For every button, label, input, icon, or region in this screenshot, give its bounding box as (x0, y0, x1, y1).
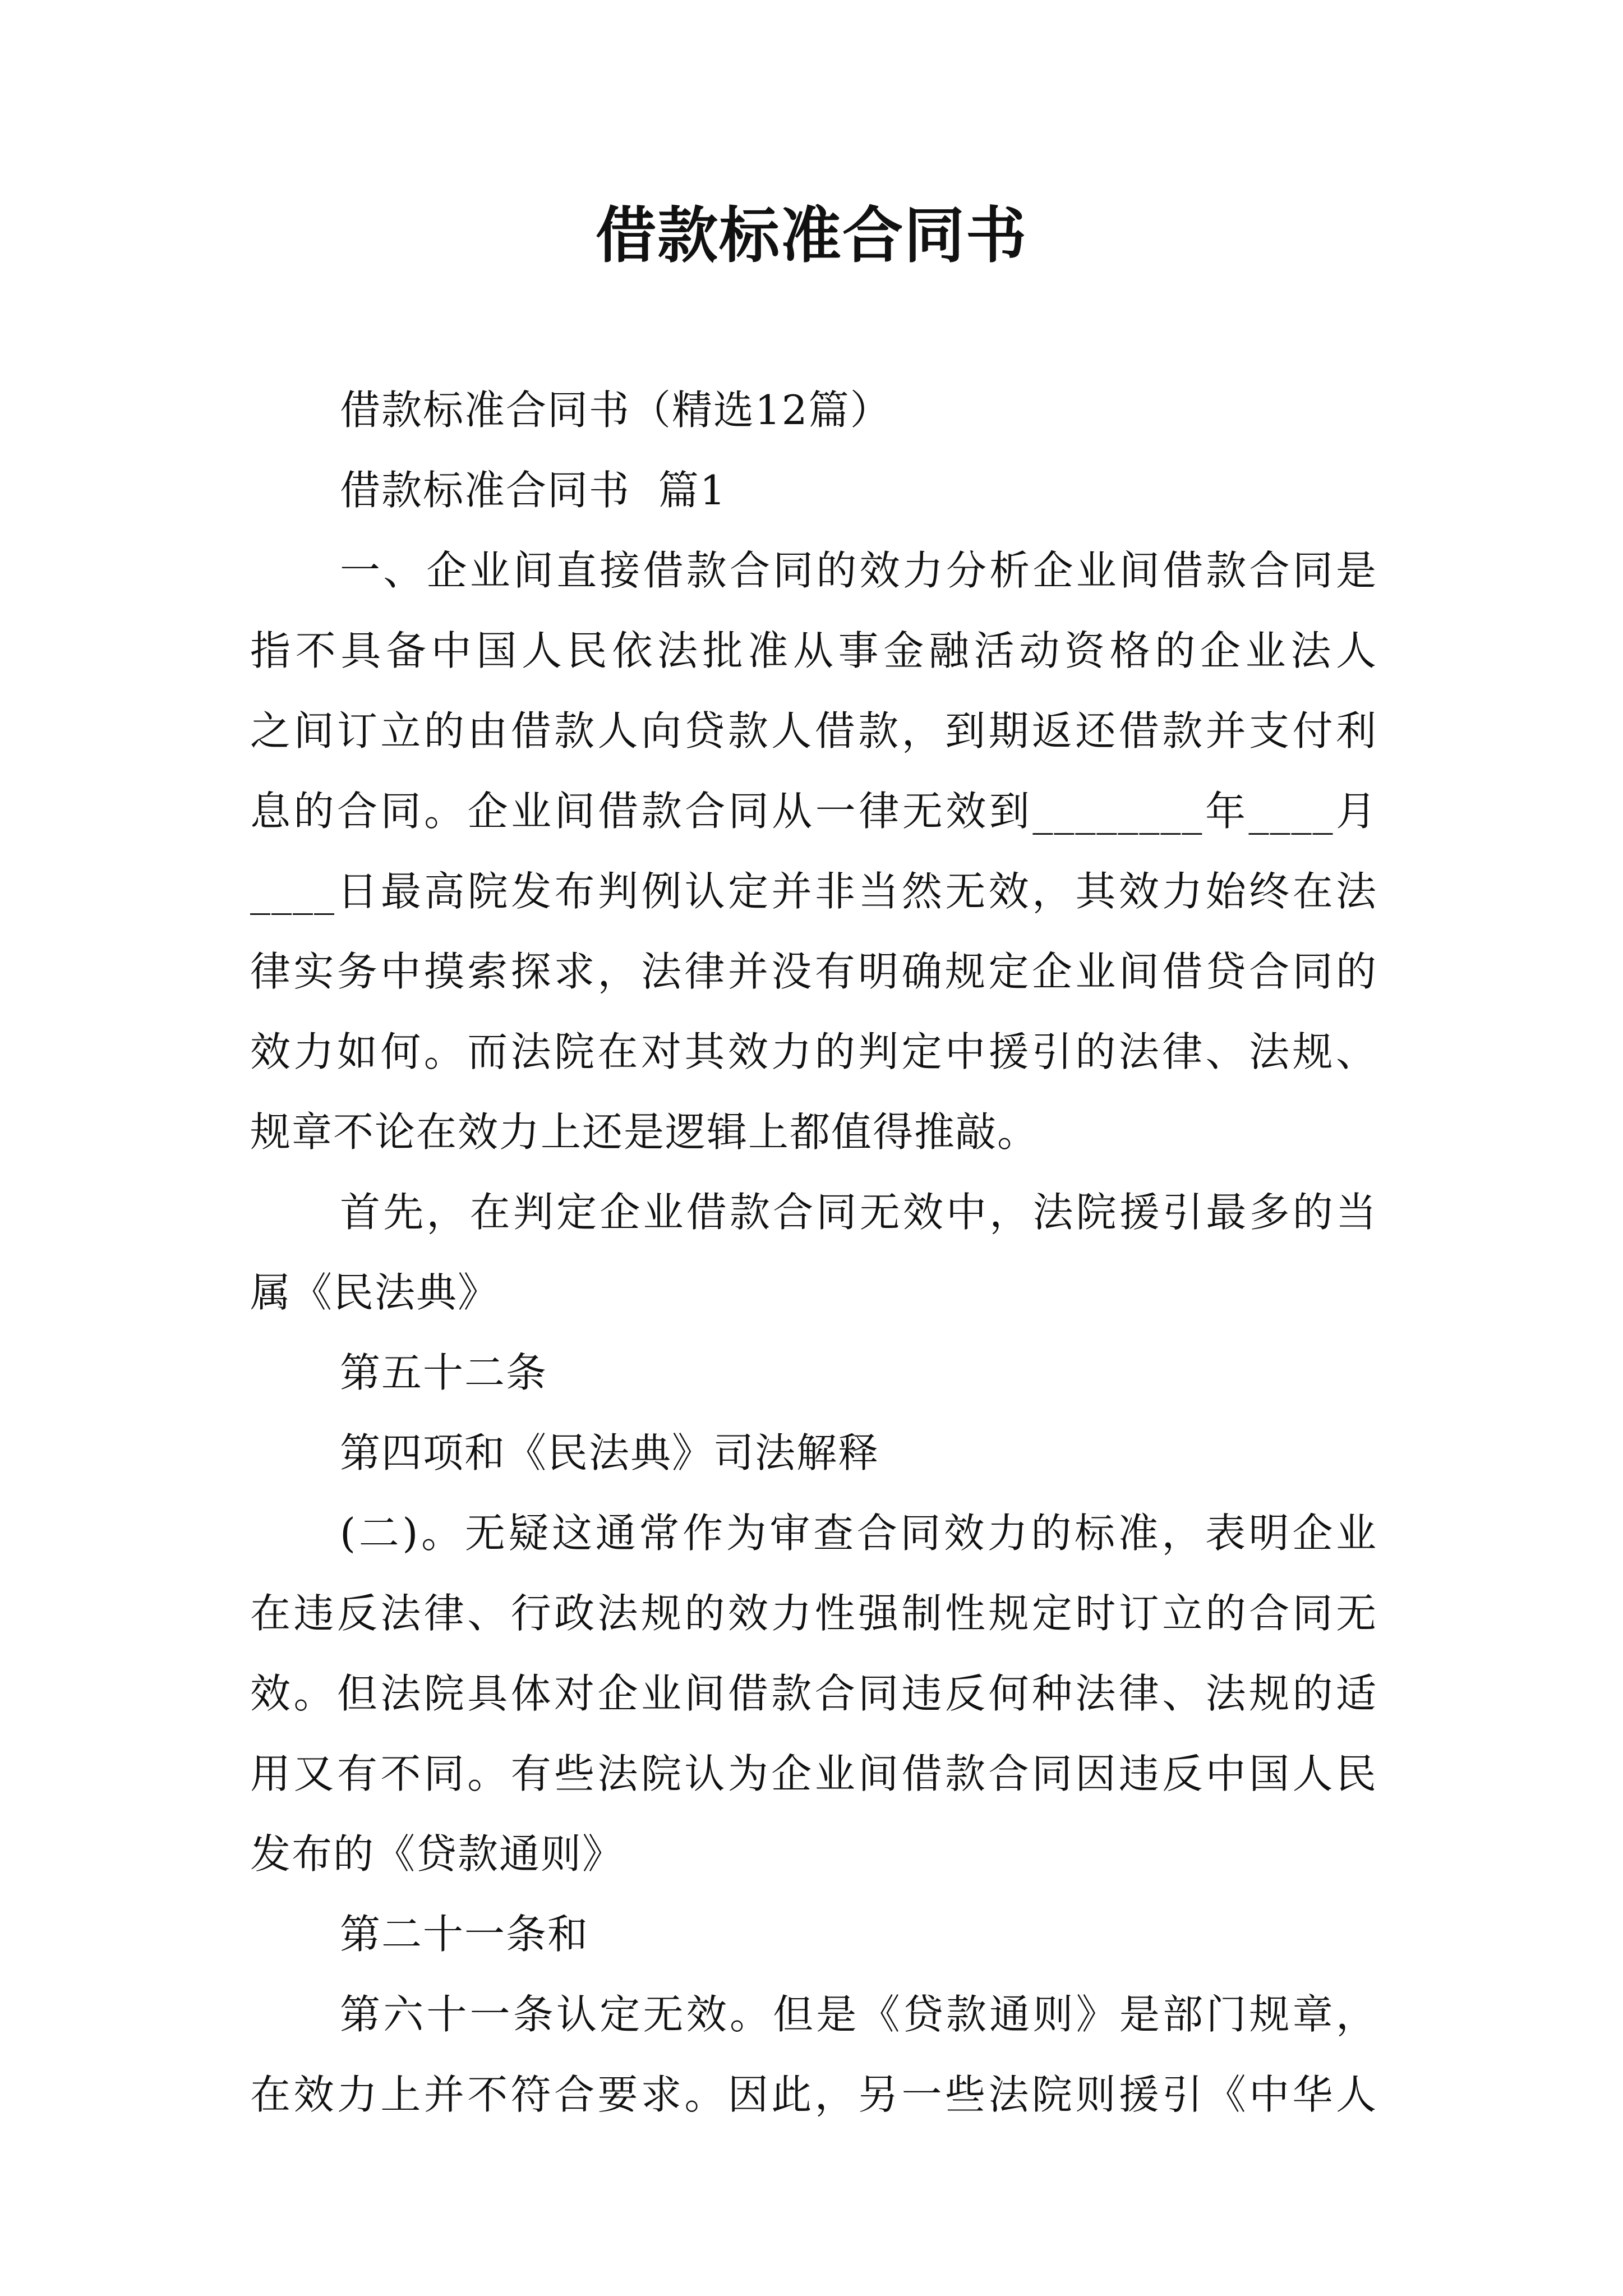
text-line: 用又有不同。有些法院认为企业间借款合同因违反中国人民 (250, 1750, 1377, 1797)
text-line: 发布的《贷款通则》 (250, 1830, 624, 1878)
text-line: 效。但法院具体对企业间借款合同违反何种法律、法规的适 (250, 1670, 1377, 1717)
text-line: 息的合同。企业间借款合同从一律无效到________年____月 (250, 788, 1377, 835)
text-line: 规章不论在效力上还是逻辑上都值得推敲。 (250, 1108, 1039, 1156)
text-line: 一、企业间直接借款合同的效力分析企业间借款合同是 (340, 547, 1377, 594)
text-line: 效力如何。而法院在对其效力的判定中援引的法律、法规、 (250, 1028, 1377, 1075)
text-line: 之间订立的由借款人向贷款人借款，到期返还借款并支付利 (250, 707, 1377, 754)
text-line: 第二十一条和 (340, 1911, 589, 1958)
text-line: 借款标准合同书 篇1 (340, 467, 727, 514)
document-body (250, 370, 1377, 2135)
text-line: (二)。无疑这通常作为审查合同效力的标准，表明企业 (340, 1510, 1377, 1557)
text-line: 属《民法典》 (250, 1269, 500, 1316)
text-line: 指不具备中国人民依法批准从事金融活动资格的企业法人 (250, 627, 1377, 674)
document-title: 借款标准合同书 (595, 200, 1027, 271)
text-line: 第四项和《民法典》司法解释 (340, 1429, 880, 1476)
text-line: 第六十一条认定无效。但是《贷款通则》是部门规章， (340, 1991, 1377, 2038)
text-line: 在效力上并不符合要求。因此，另一些法院则援引《中华人 (250, 2071, 1377, 2118)
text-line: 律实务中摸索探求，法律并没有明确规定企业间借贷合同的 (250, 948, 1377, 995)
text-line: 借款标准合同书（精选12篇） (340, 386, 892, 434)
text-line: 在违反法律、行政法规的效力性强制性规定时订立的合同无 (250, 1590, 1377, 1637)
text-line: ____日最高院发布判例认定并非当然无效，其效力始终在法 (250, 868, 1377, 915)
text-line: 首先，在判定企业借款合同无效中，法院援引最多的当 (340, 1189, 1377, 1236)
text-line: 第五十二条 (340, 1349, 548, 1396)
